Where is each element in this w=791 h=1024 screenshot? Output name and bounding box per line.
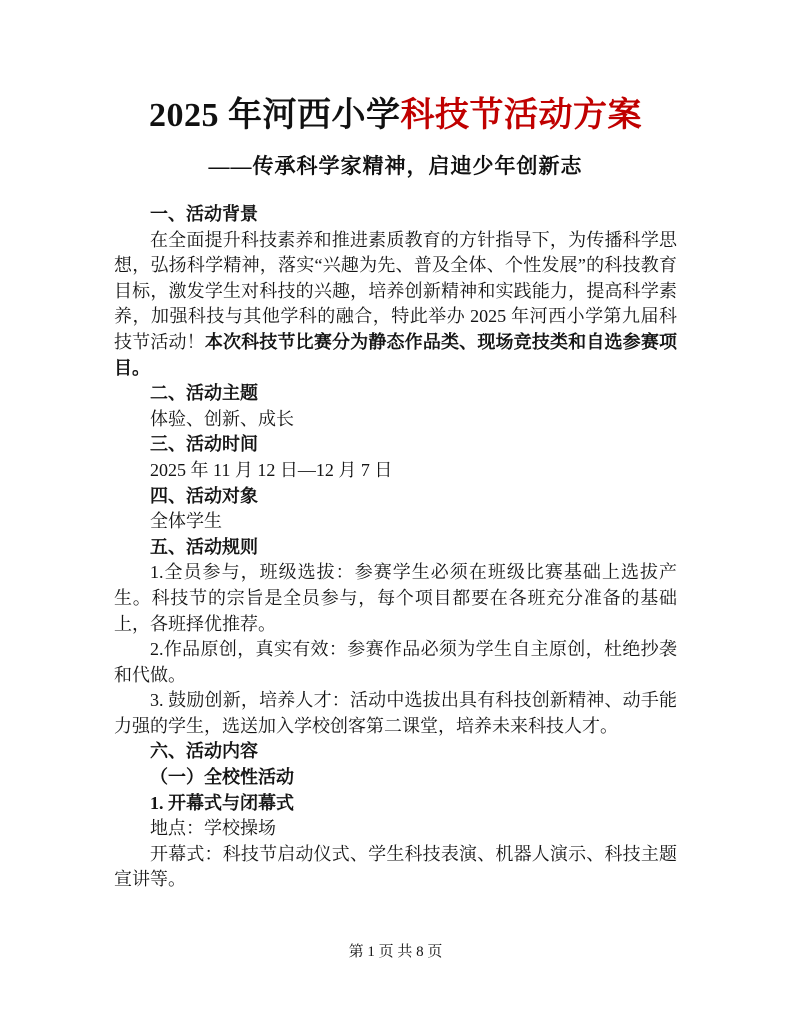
paragraph-background-normal: 在全面提升科技素养和推进素质教育的方针指导下，为传播科学思想，弘扬科学精神，落实“兴趣为先、普及全体、个性发展”的科技教育目标，激发学生对科技的兴趣，培养创新精神和实践能力，提高科学素养，加强科技与其他学科的融合，特此举办 2025 年河西小学第九届科技节活动！ [114, 229, 677, 352]
section-heading-background: 一、活动背景 [150, 204, 258, 224]
section-heading-theme: 二、活动主题 [150, 383, 258, 404]
paragraph-ceremony-desc: 开幕式：科技节启动仪式、学生科技表演、机器人演示、科技主题宣讲等。 [114, 843, 677, 890]
subsection-heading-schoolwide: （一）全校性活动 [150, 767, 294, 788]
page-subtitle: ——传承科学家精神，启迪少年创新志 [208, 154, 583, 178]
paragraph-ceremony-location: 地点：学校操场 [150, 818, 276, 839]
page-title [0, 0, 791, 138]
section-heading-content: 六、活动内容 [150, 741, 258, 762]
paragraph-rule-3: 3. 鼓励创新，培养人才：活动中选拔出具有科技创新精神、动手能力强的学生，选送加入学校创客第二课堂，培养未来科技人才。 [114, 690, 677, 736]
section-heading-rules: 五、活动规则 [150, 536, 258, 557]
paragraph-time: 2025 年 11 月 12 日—12 月 7 日 [150, 459, 393, 480]
paragraph-background-bold: 本次科技节比赛分为静态作品类、现场竞技类和自选参赛项目。 [114, 331, 678, 378]
paragraph-background [114, 228, 677, 382]
paragraph-rule-2: 2.作品原创，真实有效：参赛作品必须为学生自主原创，杜绝抄袭和代做。 [114, 639, 677, 685]
paragraph-rule-1: 1.全员参与，班级选拔：参赛学生必须在班级比赛基础上选拔产生。科技节的宗旨是全员参与，每个项目都要在各班充分准备的基础上，各班择优推荐。 [114, 562, 677, 634]
section-heading-time: 三、活动时间 [150, 434, 258, 455]
page-number-footer: 第 1 页 共 8 页 [348, 944, 443, 960]
paragraph-audience: 全体学生 [150, 511, 222, 532]
page-title-prefix: 2025 年河西小学 [149, 97, 401, 134]
section-heading-audience: 四、活动对象 [150, 485, 258, 506]
document-body [114, 202, 677, 893]
item-heading-ceremony: 1. 开幕式与闭幕式 [150, 792, 294, 813]
page-title-highlight: 科技节活动方案 [400, 97, 642, 134]
paragraph-theme: 体验、创新、成长 [150, 408, 294, 429]
